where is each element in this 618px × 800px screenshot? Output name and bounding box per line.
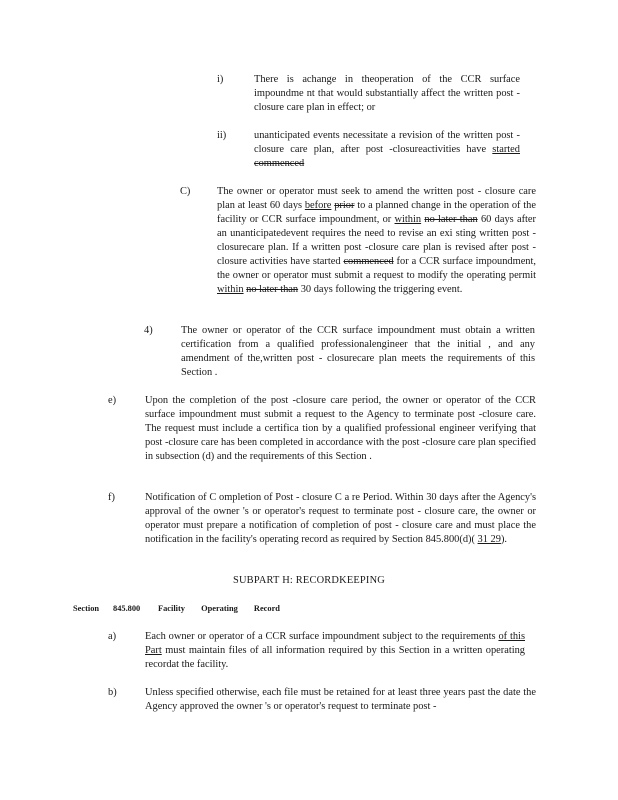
item-ii-text: unanticipated events necessitate a revision of the written post -closure care plan, after post -closureactivities have started commenced bbox=[254, 130, 520, 169]
item-a-text: Each owner or operator of a CCR surface impoundment subject to the requirements of this Part must maintain files of all information required by this Section in a written operating recordat the facility. bbox=[145, 631, 525, 670]
deleted-no-later-than-2: no later than bbox=[246, 284, 299, 295]
inserted-before: before bbox=[304, 200, 332, 211]
item-4-label: 4) bbox=[144, 325, 153, 336]
subpart-heading: SUBPART H: RECORDKEEPING bbox=[233, 575, 385, 586]
item-e-text: Upon the completion of the post -closure care period, the owner or operator of the CCR surface impoundment must submit a request to the Agency to terminate post -closure care. The request must include a certifica tion by a qualified professional engineer verifying that post -closure care has been completed in accordance with the post -closure care plan specified in subsection (d) and the requirements of this Section . bbox=[145, 395, 536, 462]
item-4-text: The owner or operator of the CCR surface impoundment must obtain a written certification from a qualified professionalengineer that the initial , and any amendment of the,written post - closurecare plan meets the requirements of this Section . bbox=[181, 325, 535, 378]
section-number: 845.800 bbox=[113, 604, 141, 613]
inserted-of-this-part: of this Part bbox=[145, 631, 525, 656]
inserted-within: within bbox=[394, 214, 422, 225]
item-i-text: There is achange in theoperation of the CCR surface impoundme nt that would substantially affect the written post -closure care plan in effect; or bbox=[254, 74, 520, 113]
deleted-no-later-than: no later than bbox=[424, 214, 478, 225]
section-title: Facility Operating Record bbox=[158, 604, 280, 613]
item-f-text: Notification of C ompletion of Post - closure C a re Period. Within 30 days after the Agency's approval of the owner 's or operator's request to terminate post - closure care, the owner or operator must prepare a notification of completion of post - closure care and must place the notification in the facility's operating record as required by Section 845.800(d)( 31 29). bbox=[145, 492, 536, 545]
deleted-commenced-2: commenced bbox=[343, 256, 394, 267]
item-i-label: i) bbox=[217, 74, 224, 85]
item-c-text: The owner or operator must seek to amend the written post - closure care plan at least 60 days before prior to a planned change in the operation of the facility or CCR surface impoundment, or within no later than 60 days after an unanticipatedevent requires the need to revise an exi sting written post -closurecare plan. If a written post -closure care plan is revised after post -closure activities have started commenced for a CCR surface impoundment, the owner or operator must submit a request to modify the operating permit within no later than 30 days following the triggering event. bbox=[217, 186, 536, 295]
item-b-label: b) bbox=[108, 687, 117, 698]
item-f-label: f) bbox=[108, 492, 115, 503]
section-label: Section bbox=[73, 604, 100, 613]
item-b-text: Unless specified otherwise, each file must be retained for at least three years past the date the Agency approved the owner 's or operator's request to terminate post - bbox=[145, 687, 536, 712]
item-a-label: a) bbox=[108, 631, 117, 642]
item-ii-label: ii) bbox=[217, 130, 227, 141]
item-c-label: C) bbox=[180, 186, 191, 197]
item-e-label: e) bbox=[108, 395, 117, 406]
inserted-31-deleted-29: 31 29 bbox=[477, 534, 501, 545]
inserted-within-2: within bbox=[217, 284, 244, 295]
deleted-commenced: commenced bbox=[254, 158, 305, 169]
deleted-prior: prior bbox=[334, 200, 355, 211]
inserted-started: started bbox=[492, 144, 520, 155]
